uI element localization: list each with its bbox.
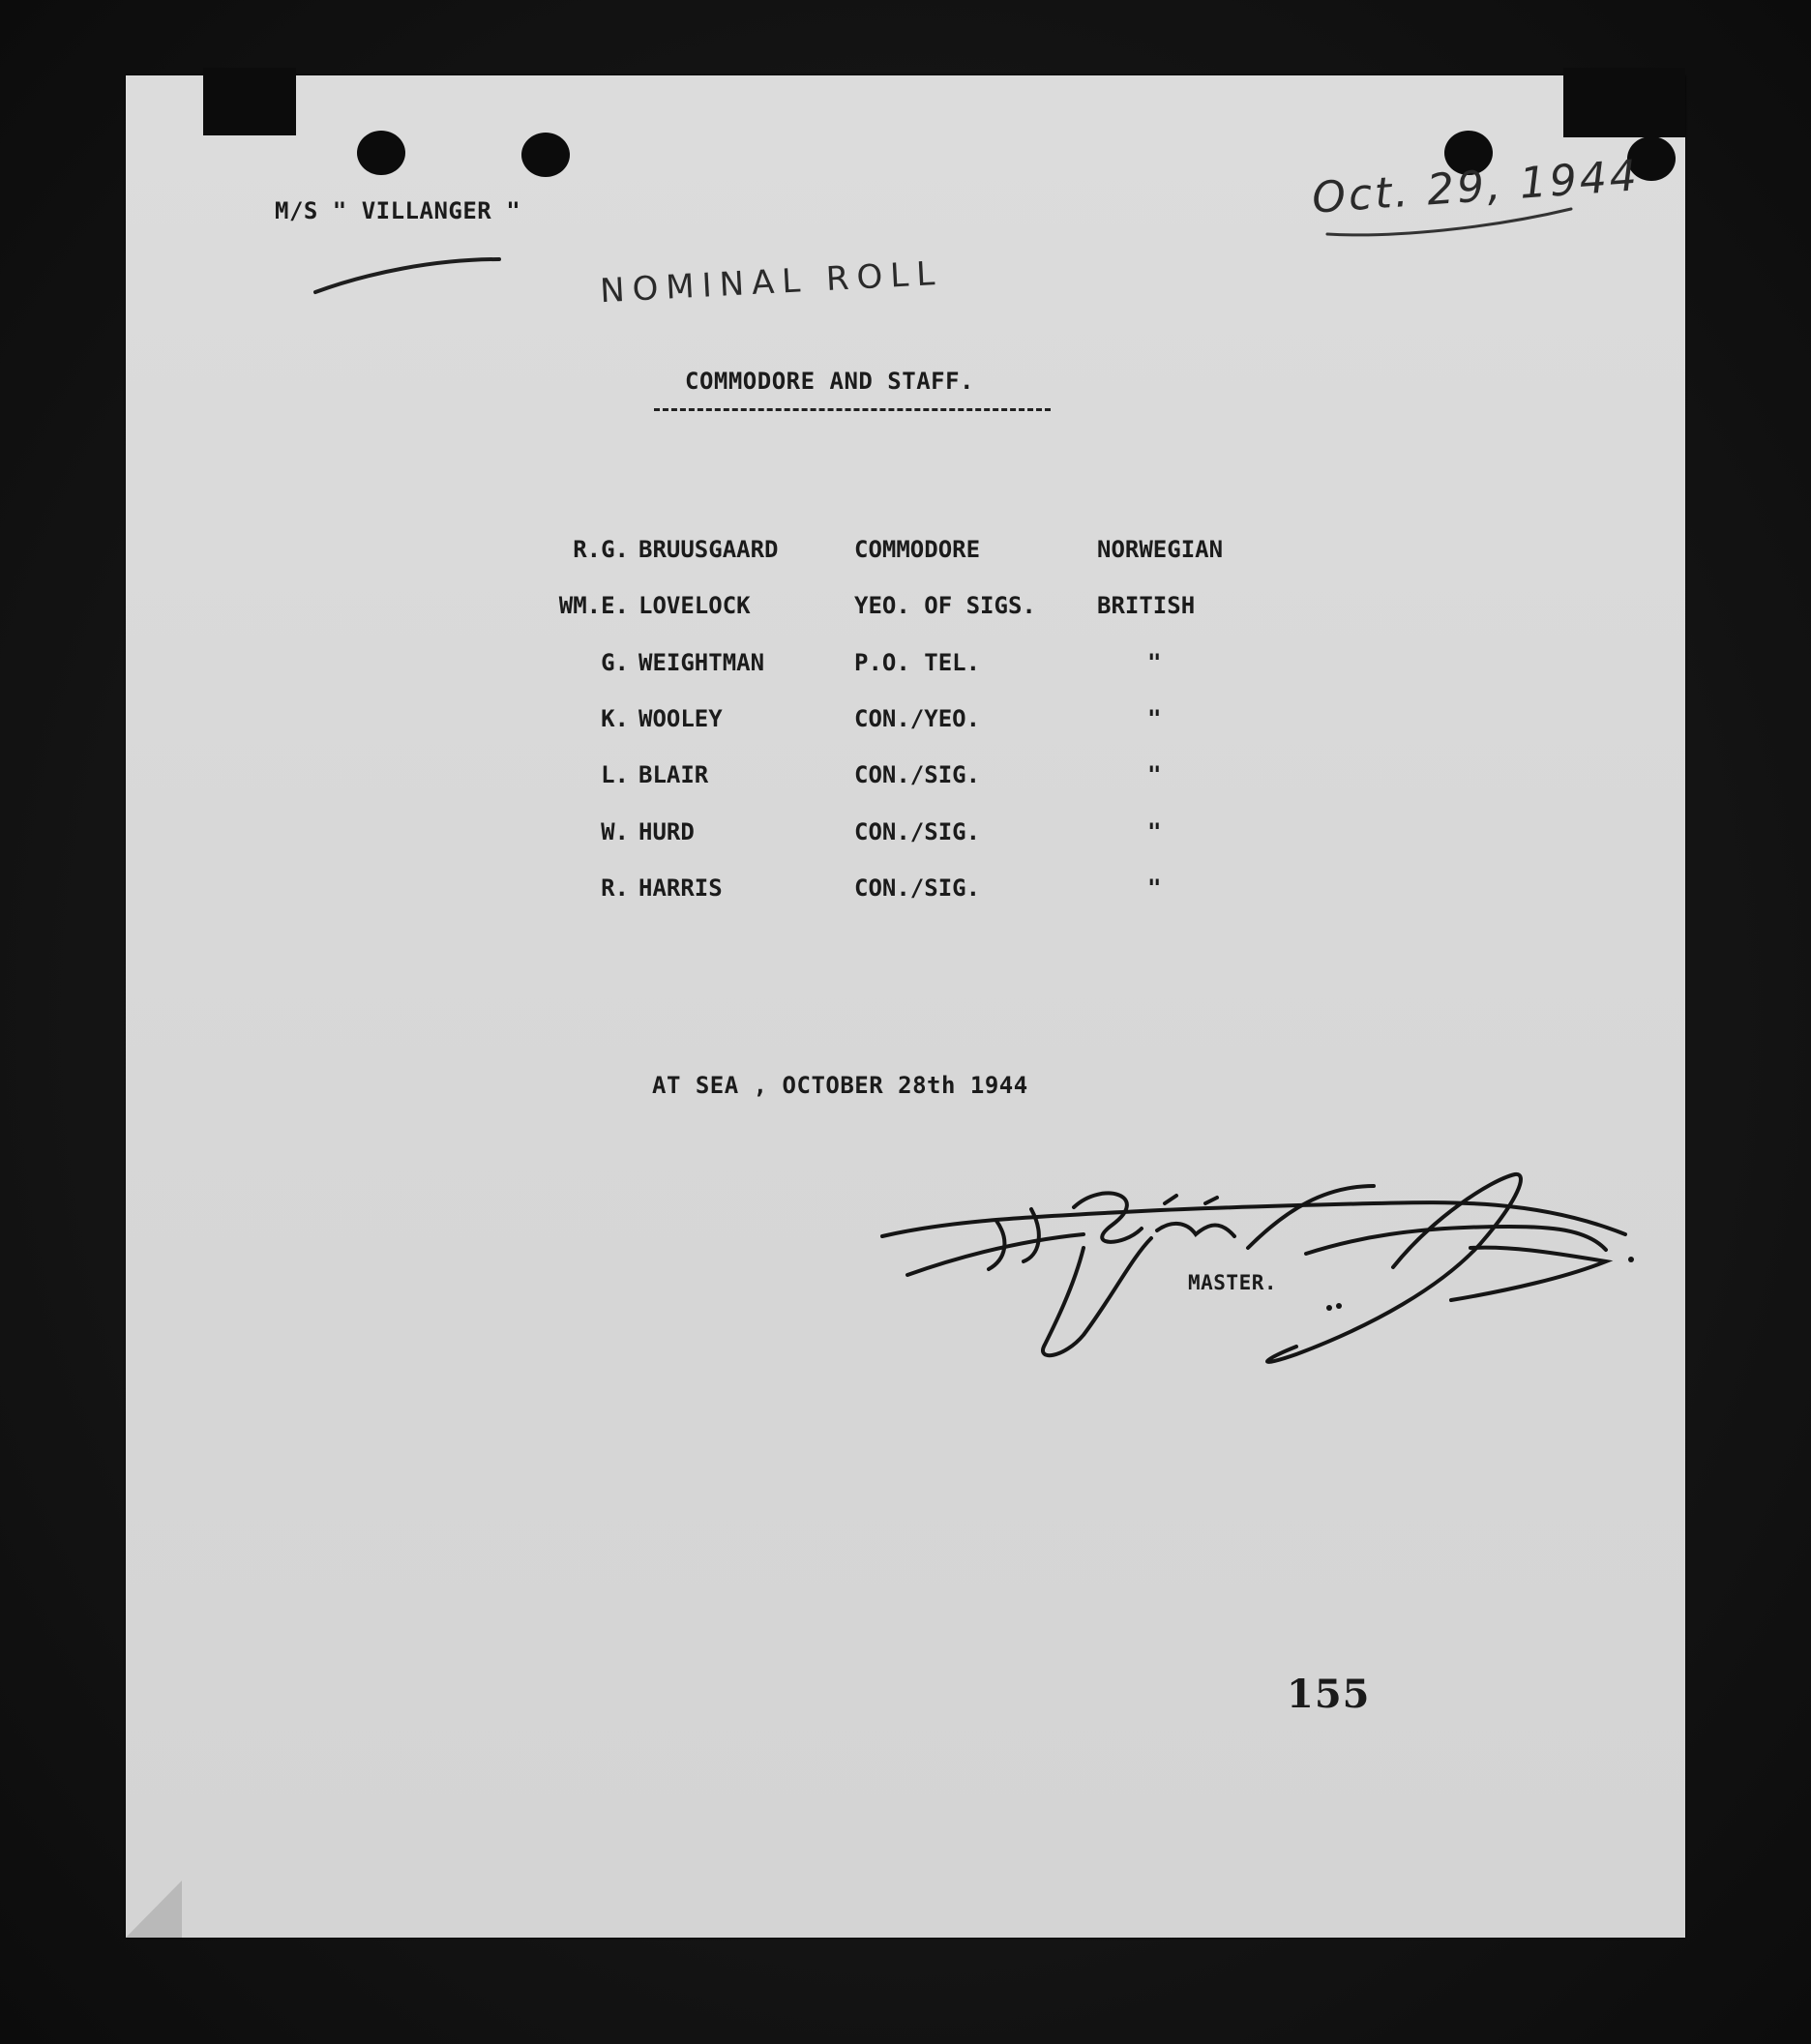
roll-rank: CON./SIG. <box>854 761 981 788</box>
torn-corner-right <box>1563 68 1685 137</box>
roll-surname: WOOLEY <box>638 705 723 732</box>
roll-nationality: NORWEGIAN <box>1097 536 1224 563</box>
page-number: 155 <box>1287 1672 1371 1717</box>
roll-rank: CON./SIG. <box>854 874 981 902</box>
roll-nationality: " <box>1147 874 1162 902</box>
roll-initials: W. <box>601 818 629 845</box>
roll-surname: HARRIS <box>638 874 723 902</box>
roll-rank: COMMODORE <box>854 536 981 563</box>
folded-corner <box>126 1881 182 1938</box>
roll-rank: CON./YEO. <box>854 705 981 732</box>
roll-initials: R. <box>601 874 629 902</box>
roll-initials: L. <box>601 761 629 788</box>
dateline: AT SEA , OCTOBER 28th 1944 <box>652 1072 1028 1099</box>
torn-corner-left <box>203 68 296 135</box>
roll-surname: WEIGHTMAN <box>638 649 765 676</box>
roll-nationality: BRITISH <box>1097 592 1196 619</box>
punch-hole <box>521 133 570 177</box>
handwritten-date: Oct. 29, 1944 <box>1310 151 1642 223</box>
roll-rank: P.O. TEL. <box>854 649 981 676</box>
roll-nationality: " <box>1147 649 1162 676</box>
handwritten-title: NOMINAL ROLL <box>599 253 944 311</box>
ship-name: M/S " VILLANGER " <box>275 197 521 224</box>
roll-nationality: " <box>1147 705 1162 732</box>
roll-surname: HURD <box>638 818 695 845</box>
roll-initials: R.G. <box>573 536 629 563</box>
punch-hole <box>357 131 405 175</box>
roll-rank: CON./SIG. <box>854 818 981 845</box>
section-heading: COMMODORE AND STAFF. <box>685 368 974 395</box>
roll-surname: LOVELOCK <box>638 592 751 619</box>
roll-nationality: " <box>1147 818 1162 845</box>
roll-initials: K. <box>601 705 629 732</box>
roll-nationality: " <box>1147 761 1162 788</box>
roll-initials: G. <box>601 649 629 676</box>
roll-surname: BLAIR <box>638 761 709 788</box>
roll-surname: BRUUSGAARD <box>638 536 779 563</box>
signature-role: MASTER. <box>1188 1271 1278 1294</box>
roll-initials: WM.E. <box>558 592 629 619</box>
heading-underline <box>654 408 1051 411</box>
roll-rank: YEO. OF SIGS. <box>854 592 1036 619</box>
document-page <box>126 75 1685 1938</box>
